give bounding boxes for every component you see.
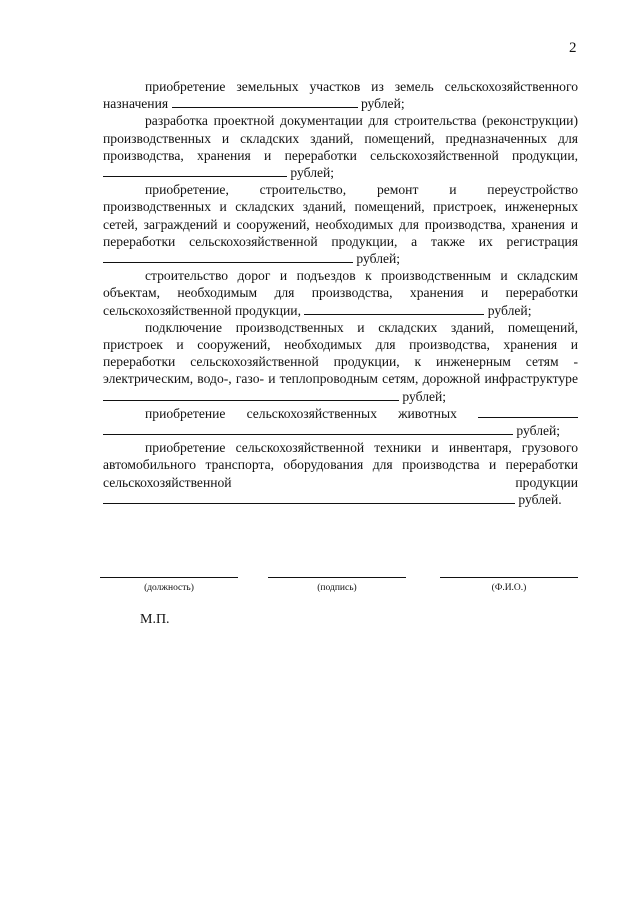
paragraph-utilities xyxy=(103,319,578,405)
paragraph-equipment xyxy=(103,439,578,508)
amount-blank-continued[interactable] xyxy=(103,422,513,435)
name-caption: (Ф.И.О.) xyxy=(491,583,527,593)
paragraph-design-docs xyxy=(103,112,578,181)
amount-blank[interactable] xyxy=(478,405,578,418)
currency-suffix: рублей; xyxy=(402,388,447,404)
currency-suffix: рублей; xyxy=(487,302,532,318)
signature-sign xyxy=(268,577,406,593)
position-caption: (должность) xyxy=(144,583,194,593)
paragraph-text: строительство дорог и подъездов к производственным и складским объектам, необходимым для производства, хранения и переработки сельскохозяйственной продукции, xyxy=(103,268,578,318)
paragraph-construction xyxy=(103,181,578,267)
paragraph-text: приобретение земельных участков из земель сельскохозяйственного назначения xyxy=(103,79,578,112)
signature-caption: (подпись) xyxy=(317,583,357,593)
amount-blank[interactable] xyxy=(103,491,515,504)
amount-blank[interactable] xyxy=(172,95,358,108)
paragraph-text: приобретение, строительство, ремонт и переустройство производственных и складских зданий, помещений, пристроек, инженерных сетей, заграждений и сооружений, необходимых для производства, хранения и переработки сельскохозяйственной продукции, а также их регистрация xyxy=(103,182,578,249)
signature-line[interactable] xyxy=(268,577,406,578)
amount-blank[interactable] xyxy=(304,302,484,315)
page-number: 2 xyxy=(569,40,577,56)
paragraph-animals xyxy=(103,405,578,439)
amount-blank[interactable] xyxy=(103,388,399,401)
document-body xyxy=(103,78,578,508)
position-line[interactable] xyxy=(100,577,238,578)
amount-blank[interactable] xyxy=(103,250,353,263)
name-line[interactable] xyxy=(440,577,578,578)
currency-suffix: рублей; xyxy=(356,251,401,267)
paragraph-land xyxy=(103,78,578,112)
paragraph-text: приобретение сельскохозяйственной техники и инвентаря, грузового автомобильного транспорта, оборудования для производства и переработки сельскохозяйственной продукции xyxy=(103,440,578,490)
paragraph-roads xyxy=(103,267,578,319)
amount-blank[interactable] xyxy=(103,164,287,177)
currency-suffix: рублей; xyxy=(516,423,561,439)
signature-position xyxy=(100,577,238,593)
paragraph-text: приобретение сельскохозяйственных животных xyxy=(145,405,457,421)
currency-suffix: рублей. xyxy=(518,491,562,507)
stamp-label: М.П. xyxy=(140,612,170,627)
currency-suffix: рублей; xyxy=(290,165,335,181)
currency-suffix: рублей; xyxy=(360,96,405,112)
signature-name xyxy=(440,577,578,593)
signature-block xyxy=(100,577,578,607)
paragraph-text: разработка проектной документации для строительства (реконструкции) производственных и складских зданий, помещений, предназначенных для производства, хранения и переработки сельскохозяйственной продукции, xyxy=(103,113,578,163)
paragraph-text: подключение производственных и складских зданий, помещений, пристроек и сооружений, необходимых для производства, хранения и переработки сельскохозяйственной продукции, к инженерным сетям - электрическим, водо-, газо- и теплопроводным сетям, дорожной инфраструктуре xyxy=(103,319,578,387)
